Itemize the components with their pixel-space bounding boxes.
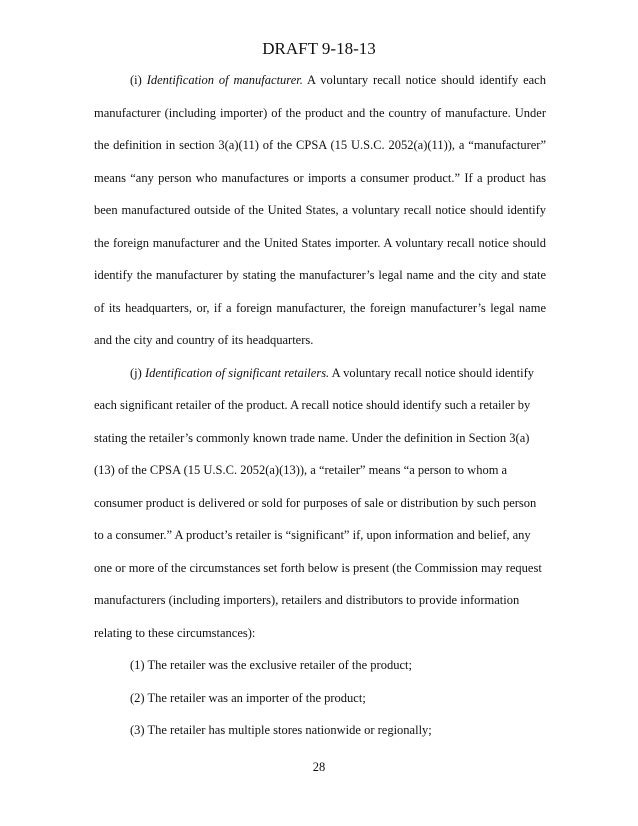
list-item: (3) The retailer has multiple stores nationwide or regionally; [130,723,432,737]
draft-header: DRAFT 9-18-13 [262,39,376,58]
paragraph-identification-of-significant-retailers [94,357,546,650]
paragraph-marker: (i) [130,73,147,87]
paragraph-identification-of-manufacturer [94,64,546,357]
paragraph-text: A voluntary recall notice should identify each significant retailer of the product. A recall notice should identify such a retailer by stating the retailer’s commonly known trade name. Under the definition in Section 3(a)(13) of the CPSA (15 U.S.C. 2052(a)(13)), a “retailer” means “a person to whom a consumer product is delivered or sold for purposes of sale or distribution by such person to a consumer.” A product’s retailer is “significant” if, upon information and belief, any one or more of the circumstances set forth below is present (the Commission may request manufacturers (including importers), retailers and distributors to provide information relating to these circumstances): [94,365,542,640]
paragraph-marker: (j) [130,365,145,380]
list-item: (2) The retailer was an importer of the product; [130,690,366,705]
paragraph-heading: Identification of significant retailers. [144,365,330,380]
page-number: 28 [312,760,326,774]
paragraph-text: A voluntary recall notice should identify each manufacturer (including importer) of the product and the country of manufacture. Under the definition in section 3(a)(11) of the CPSA (15 U.S.C. 2052(a)(11)), a “manufacturer” means “any person who manufactures or imports a consumer product.” If a product has been manufactured outside of the United States, a voluntary recall notice should identify the foreign manufacturer and the United States importer. A voluntary recall notice should identify the manufacturer by stating the manufacturer’s legal name and the city and state of its headquarters, or, if a foreign manufacturer, the foreign manufacturer’s legal name and the city and country of its headquarters. [94,73,546,347]
list-item: (1) The retailer was the exclusive retailer of the product; [130,658,412,672]
document-body [94,64,546,747]
paragraph-heading: Identification of manufacturer. [146,73,303,87]
